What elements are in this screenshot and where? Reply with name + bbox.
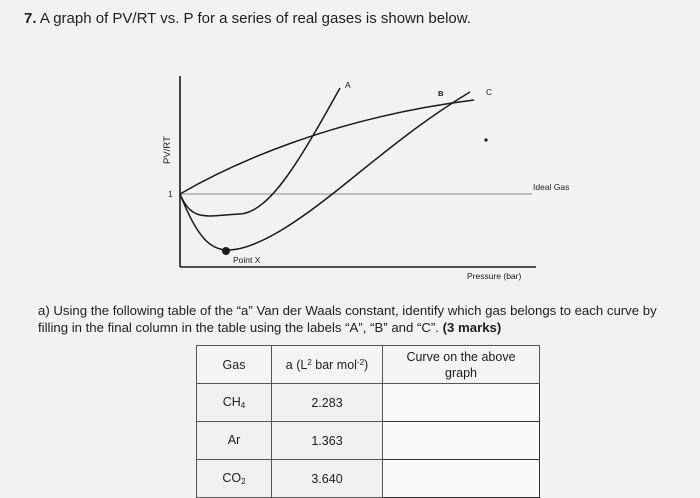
gas-cell: $CH_4$ bbox=[197, 384, 272, 422]
curve-a bbox=[180, 88, 340, 216]
curve-answer-input[interactable] bbox=[383, 384, 540, 422]
part-a-marks: (3 marks) bbox=[442, 320, 502, 335]
van-der-waals-table bbox=[196, 345, 540, 498]
x-axis-label: Pressure (bar) bbox=[467, 271, 522, 281]
header-a-constant: a ($L^2$ bar mol$^{-2}$) bbox=[272, 346, 383, 384]
table-header-row bbox=[197, 346, 540, 384]
y-tick-label: 1 bbox=[168, 189, 173, 199]
curve-b-label: B bbox=[438, 89, 444, 98]
a-value-cell: 1.363 bbox=[272, 422, 383, 460]
a-value-cell: 2.283 bbox=[272, 384, 383, 422]
question-text: A graph of PV/RT vs. P for a series of real gases is shown below. bbox=[39, 10, 471, 27]
point-x-marker bbox=[222, 247, 230, 255]
ideal-gas-label: Ideal Gas bbox=[533, 182, 570, 192]
stray-mark bbox=[484, 138, 487, 141]
curve-answer-input[interactable] bbox=[383, 460, 540, 498]
table-row bbox=[197, 384, 540, 422]
gas-cell: Ar bbox=[197, 422, 272, 460]
table-row bbox=[197, 460, 540, 498]
a-value-cell: 3.640 bbox=[272, 460, 383, 498]
point-x-label: Point X bbox=[233, 255, 261, 265]
header-curve: Curve on the above graph bbox=[383, 346, 540, 384]
gas-cell: $CO_2$ bbox=[197, 460, 272, 498]
part-a-text: a) Using the following table of the “a” Van der Waals constant, identify which gas belongs to each curve by filling in the final column in the table using the labels “A”, “B” and “C”. bbox=[38, 303, 657, 335]
curve-c-label: C bbox=[486, 87, 493, 97]
part-a-instruction bbox=[38, 302, 688, 336]
curve-c bbox=[180, 100, 474, 194]
question-number: 7. bbox=[24, 10, 37, 27]
y-axis-label: PV/RT bbox=[162, 136, 173, 164]
header-gas: Gas bbox=[197, 346, 272, 384]
table-row bbox=[197, 422, 540, 460]
curve-answer-input[interactable] bbox=[383, 422, 540, 460]
curve-a-label: A bbox=[345, 80, 351, 90]
